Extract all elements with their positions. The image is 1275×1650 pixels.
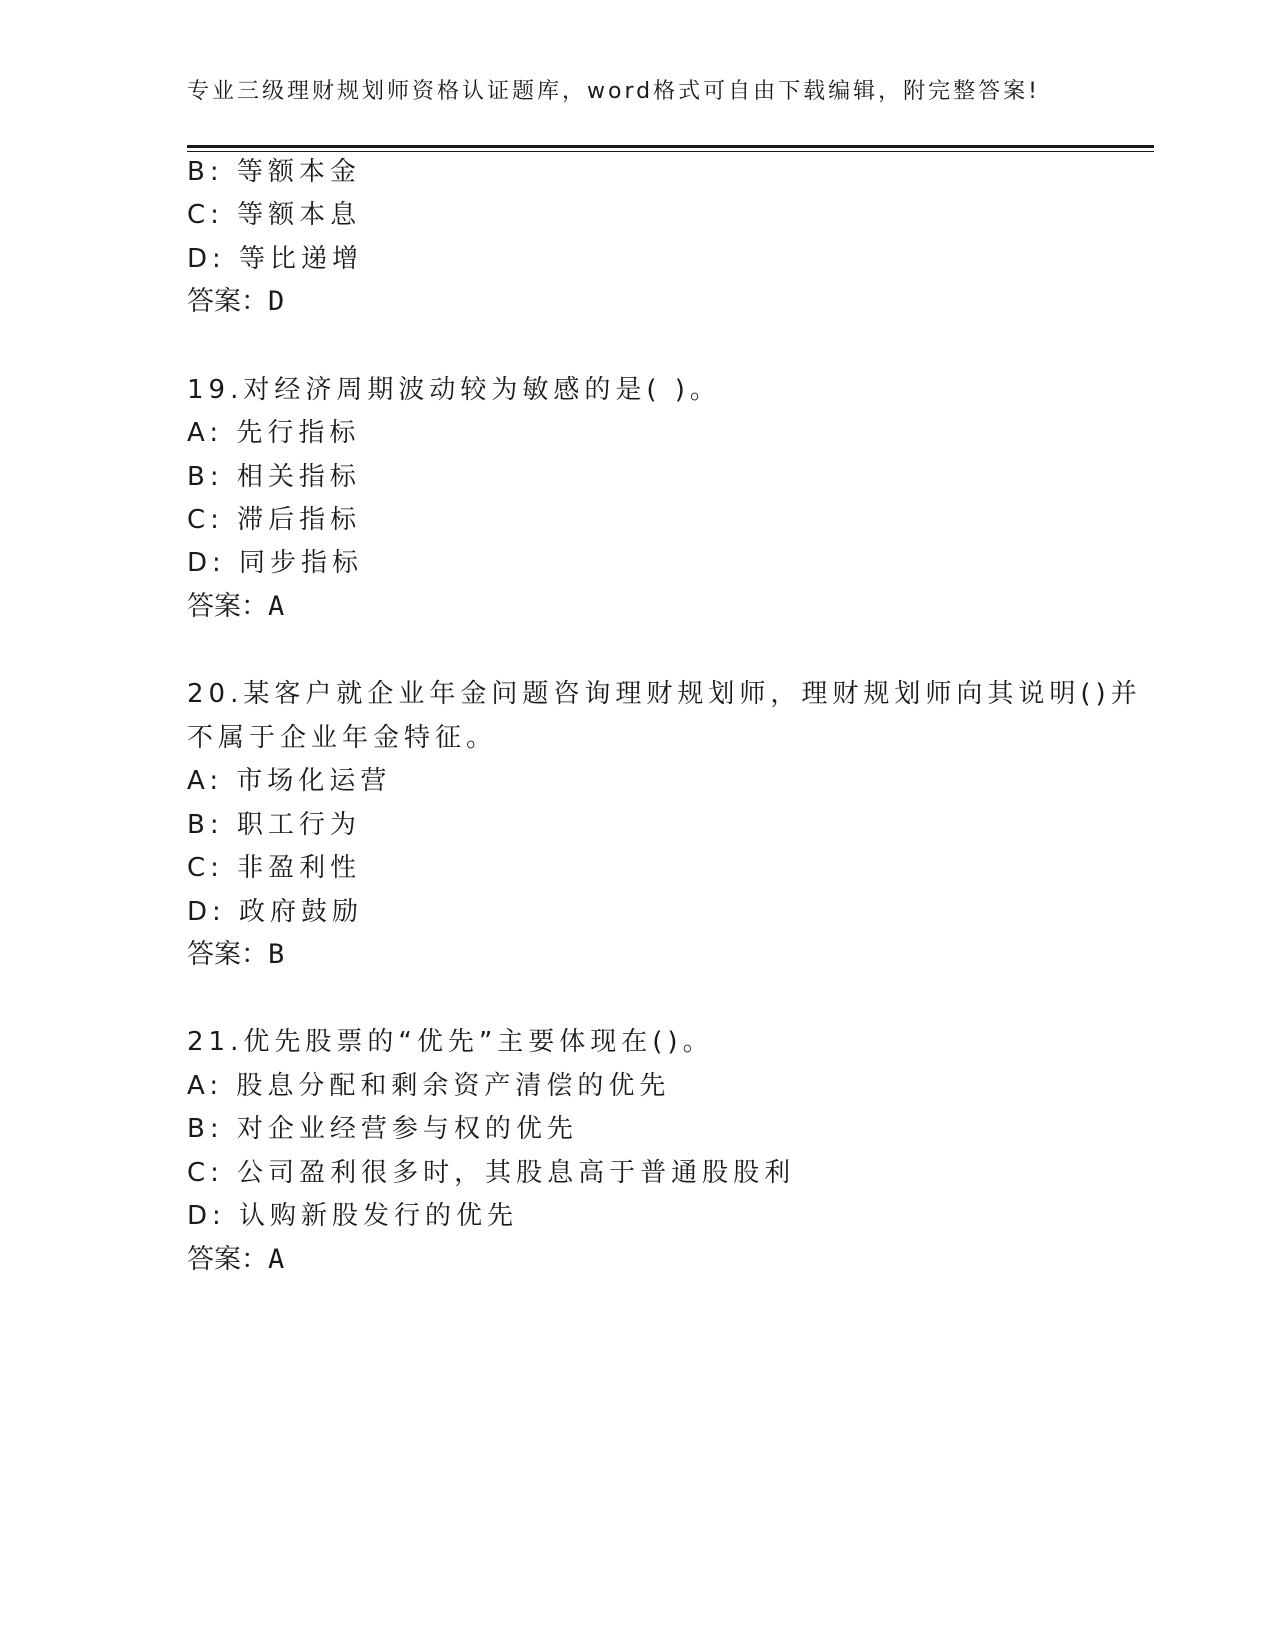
answer-label: 答案： [187, 939, 268, 970]
question-20-option-b: B: 职工行为 [187, 810, 361, 840]
question-21-option-b: B: 对企业经营参与权的优先 [187, 1114, 578, 1144]
answer-label: 答案： [187, 1244, 268, 1275]
question-19-option-b: B: 相关指标 [187, 462, 361, 492]
question-20-stem-line-1: 20.某客户就企业年金问题咨询理财规划师，理财规划师向其说明()并 [187, 679, 1142, 709]
answer-value: D [268, 286, 285, 317]
question-19-option-c: C: 滞后指标 [187, 505, 362, 535]
answer-line [187, 282, 284, 322]
answer-value: A [268, 1244, 285, 1275]
question-20-option-d: D: 政府鼓励 [187, 897, 364, 927]
option-d: D: 等比递增 [187, 244, 364, 274]
answer-value: B [268, 939, 285, 970]
answer-value: A [268, 591, 285, 622]
question-19-answer [187, 587, 284, 627]
question-20-stem-line-2: 不属于企业年金特征。 [187, 723, 498, 753]
question-21-answer [187, 1240, 284, 1280]
question-21-option-a: A: 股息分配和剩余资产清偿的优先 [187, 1071, 671, 1101]
option-b: B: 等额本金 [187, 157, 361, 187]
question-20-option-a: A: 市场化运营 [187, 766, 392, 796]
question-21-option-c: C: 公司盈利很多时，其股息高于普通股股利 [187, 1158, 796, 1188]
option-c: C: 等额本息 [187, 200, 362, 230]
page-header: 专业三级理财规划师资格认证题库，word格式可自由下载编辑，附完整答案! [187, 79, 1040, 104]
question-19-option-a: A: 先行指标 [187, 418, 361, 448]
question-20-answer [187, 935, 284, 975]
answer-label: 答案： [187, 591, 268, 622]
question-21-stem: 21.优先股票的“优先”主要体现在()。 [187, 1027, 714, 1057]
answer-label: 答案： [187, 286, 268, 317]
header-rule-thick [187, 145, 1154, 148]
question-20-option-c: C: 非盈利性 [187, 853, 362, 883]
question-19-option-d: D: 同步指标 [187, 548, 364, 578]
question-21-option-d: D: 认购新股发行的优先 [187, 1201, 519, 1231]
question-19-stem: 19.对经济周期波动较为敏感的是( )。 [187, 375, 721, 405]
